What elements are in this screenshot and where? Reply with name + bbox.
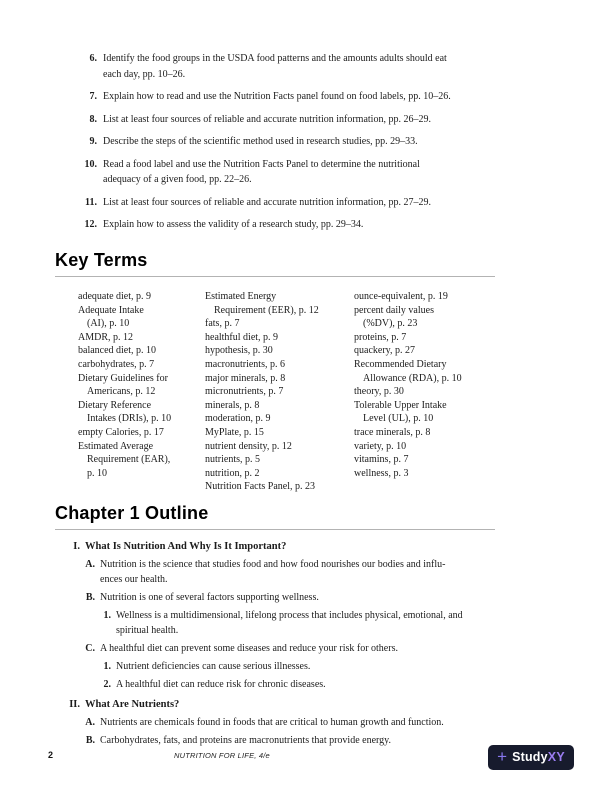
objective-number: 7. [89,91,97,102]
objective-text-line: each day, pp. 10–26. [103,68,186,80]
key-term [78,344,203,358]
key-term [78,440,203,481]
key-term-line: nutrients, p. 5 [205,454,260,466]
learning-objectives-list [55,51,510,240]
outline-item-text [116,659,310,674]
key-term-line: empty Calories, p. 17 [78,426,164,438]
objective-text-line: Describe the steps of the scientific method used in research studies, pp. 29–33. [103,136,418,147]
key-term-line: Adequate Intake [78,304,144,316]
key-term-line: (AI), p. 10 [87,318,130,330]
outline-text-line: Nutrient deficiencies can cause serious illnesses. [116,661,311,672]
outline-text-line: ences our health. [100,574,168,585]
outline-item-number: I. [73,541,80,552]
key-term [78,426,203,440]
key-terms-column [354,290,495,480]
key-term-line: macronutrients, p. 6 [205,358,285,370]
key-term [78,372,203,399]
key-term [205,358,352,372]
objective-number: 11. [85,196,97,208]
key-term [205,453,352,467]
footer-book-title: NUTRITION FOR LIFE, 4/e [174,751,270,760]
page-footer [0,744,612,776]
key-term [205,480,352,494]
key-term [205,399,352,413]
key-term [205,412,352,426]
objective-text-line: Read a food label and use the Nutrition Facts Panel to determine the nutritional [103,158,420,170]
objective-number: 6. [89,53,97,64]
objective-number: 8. [89,113,97,125]
key-term-line: Recommended Dietary [354,358,447,370]
objective-number: 10. [84,158,97,170]
objective-item [55,195,510,211]
outline-item-text [116,608,463,638]
key-term-line: micronutrients, p. 7 [205,386,284,398]
brand-name-accent: XY [547,750,565,765]
objective-item [55,157,510,188]
key-term [205,385,352,399]
key-term-line: nutrient density, p. 12 [205,440,292,452]
key-term-line: (%DV), p. 23 [363,318,418,330]
key-term-line: vitamins, p. 7 [354,454,409,466]
outline-item [55,697,495,712]
outline-item-number: II. [69,699,80,710]
outline-item-number: A. [85,717,95,728]
outline-text-line: What Is Nutrition And Why Is It Important? [85,541,287,552]
page-number: 2 [48,750,54,760]
key-term-line: percent daily values [354,304,434,316]
key-term-line: Requirement (EAR), [87,454,171,466]
outline-item-number: B. [85,735,95,746]
objective-text [103,51,447,82]
objective-text [103,134,418,150]
key-term-line: Requirement (EER), p. 12 [214,304,319,316]
key-term-line: ounce-equivalent, p. 19 [354,291,448,302]
heading-rule [55,529,495,530]
objective-item [55,89,510,105]
key-term [354,385,495,399]
key-term-line: Dietary Guidelines for [78,372,168,384]
key-term [354,358,495,385]
objective-number: 9. [89,136,97,147]
key-term-line: adequate diet, p. 9 [78,291,152,302]
key-term [354,304,495,331]
objective-item [55,112,510,128]
objective-text-line: Explain how to read and use the Nutrition Facts panel found on food labels, pp. 10–26. [103,91,451,102]
brand-name-primary: Study [512,750,548,765]
key-terms-section [55,250,495,500]
outline-item-text [100,715,444,730]
plus-icon: + [497,747,508,766]
outline-item-number: B. [85,592,95,603]
key-term [354,344,495,358]
outline-text-line: Nutrition is one of several factors supporting wellness. [100,592,319,603]
outline-item-number: A. [85,559,95,570]
outline-text-line: What Are Nutrients? [85,699,180,710]
outline-text-line: Wellness is a multidimensional, lifelong process that includes physical, emotional, and [116,610,463,621]
key-term-line: hypothesis, p. 30 [205,345,273,357]
key-term [78,358,203,372]
key-term [354,399,495,426]
outline-item-number: 1. [103,610,111,621]
outline-item-text [100,590,319,605]
outline-text-line: A healthful diet can prevent some diseases and reduce your risk for others. [100,643,398,654]
outline-item [55,557,495,587]
key-term-line: wellness, p. 3 [354,467,409,479]
key-term-line: trace minerals, p. 8 [354,426,431,438]
outline-item [55,608,495,638]
chapter-outline-section [55,503,495,751]
objective-text-line: List at least four sources of reliable and accurate nutrition information, pp. 26–29. [103,113,431,125]
chapter-outline-heading: Chapter 1 Outline [55,503,209,523]
outline-item [55,539,495,554]
key-term [78,399,203,426]
key-term-line: Americans, p. 12 [87,386,156,398]
key-term-line: balanced diet, p. 10 [78,345,157,357]
key-term [354,453,495,467]
key-term-line: p. 10 [87,467,107,479]
outline-item-text [116,677,326,692]
key-term-line: theory, p. 30 [354,386,404,398]
outline-text-line: Carbohydrates, fats, and proteins are macronutrients that provide energy. [100,735,392,746]
key-term [78,290,203,304]
key-terms-heading: Key Terms [55,250,148,270]
key-term-line: Nutrition Facts Panel, p. 23 [205,481,315,493]
outline-item [55,659,495,674]
outline-item [55,715,495,730]
outline-item-text [85,697,179,712]
key-term [205,331,352,345]
key-terms-column [78,290,203,480]
outline-item-number: C. [85,643,95,654]
key-term-line: Tolerable Upper Intake [354,399,447,411]
objective-number: 12. [84,219,97,230]
key-term [205,344,352,358]
key-term-line: nutrition, p. 2 [205,467,260,479]
chapter-outline-list [55,539,495,748]
key-term-line: proteins, p. 7 [354,331,407,343]
key-term [205,372,352,386]
outline-text-line: spiritual health. [116,625,179,636]
key-term-line: major minerals, p. 8 [205,372,286,384]
outline-item [55,677,495,692]
key-term-line: variety, p. 10 [354,440,407,452]
objective-text-line: Identify the food groups in the USDA food patterns and the amounts adults should eat [103,53,447,64]
key-term [78,304,203,331]
key-term-line: moderation, p. 9 [205,413,271,425]
outline-item [55,641,495,656]
objective-text [103,195,431,211]
key-term [354,290,495,304]
brand-name [512,751,565,764]
key-term [354,440,495,454]
key-term-line: Allowance (RDA), p. 10 [363,372,462,384]
outline-item-text [100,557,446,587]
heading-rule [55,276,495,277]
key-terms-grid [55,290,495,500]
objective-item [55,51,510,82]
outline-item-text [100,641,398,656]
objective-text [103,112,431,128]
outline-item-text [85,539,286,554]
key-term [205,317,352,331]
objective-text-line: adequacy of a given food, pp. 22–26. [103,174,252,185]
outline-item [55,590,495,605]
outline-item-number: 1. [103,661,111,672]
key-term [354,467,495,481]
key-term [78,331,203,345]
objective-text-line: Explain how to assess the validity of a research study, pp. 29–34. [103,219,364,230]
key-term-line: MyPlate, p. 15 [205,426,264,438]
key-term-line: carbohydrates, p. 7 [78,358,155,370]
outline-text-line: Nutrients are chemicals found in foods that are critical to human growth and function. [100,717,444,728]
objective-text [103,89,451,105]
objective-text-line: List at least four sources of reliable and accurate nutrition information, pp. 27–29. [103,196,431,208]
key-term-line: Level (UL), p. 10 [363,413,434,425]
key-term [205,290,352,317]
key-term [205,440,352,454]
objective-item [55,217,510,233]
objective-text [103,157,420,188]
objective-text [103,217,363,233]
key-term-line: AMDR, p. 12 [78,331,134,343]
outline-text-line: Nutrition is the science that studies food and how food nourishes our bodies and influ- [100,559,446,570]
key-term [205,426,352,440]
key-term [354,331,495,345]
key-term-line: healthful diet, p. 9 [205,331,279,343]
outline-item-number: 2. [103,679,111,690]
outline-text-line: A healthful diet can reduce risk for chronic diseases. [116,679,326,690]
key-term-line: Intakes (DRIs), p. 10 [87,413,172,425]
studyxy-logo [488,745,574,770]
key-term-line: quackery, p. 27 [354,345,415,357]
key-term-line: minerals, p. 8 [205,399,260,411]
key-term [354,426,495,440]
key-term-line: fats, p. 7 [205,318,240,330]
key-term-line: Dietary Reference [78,399,152,411]
key-term-line: Estimated Average [78,440,154,452]
key-term-line: Estimated Energy [205,291,277,302]
key-term [205,467,352,481]
key-terms-column [205,290,352,494]
objective-item [55,134,510,150]
